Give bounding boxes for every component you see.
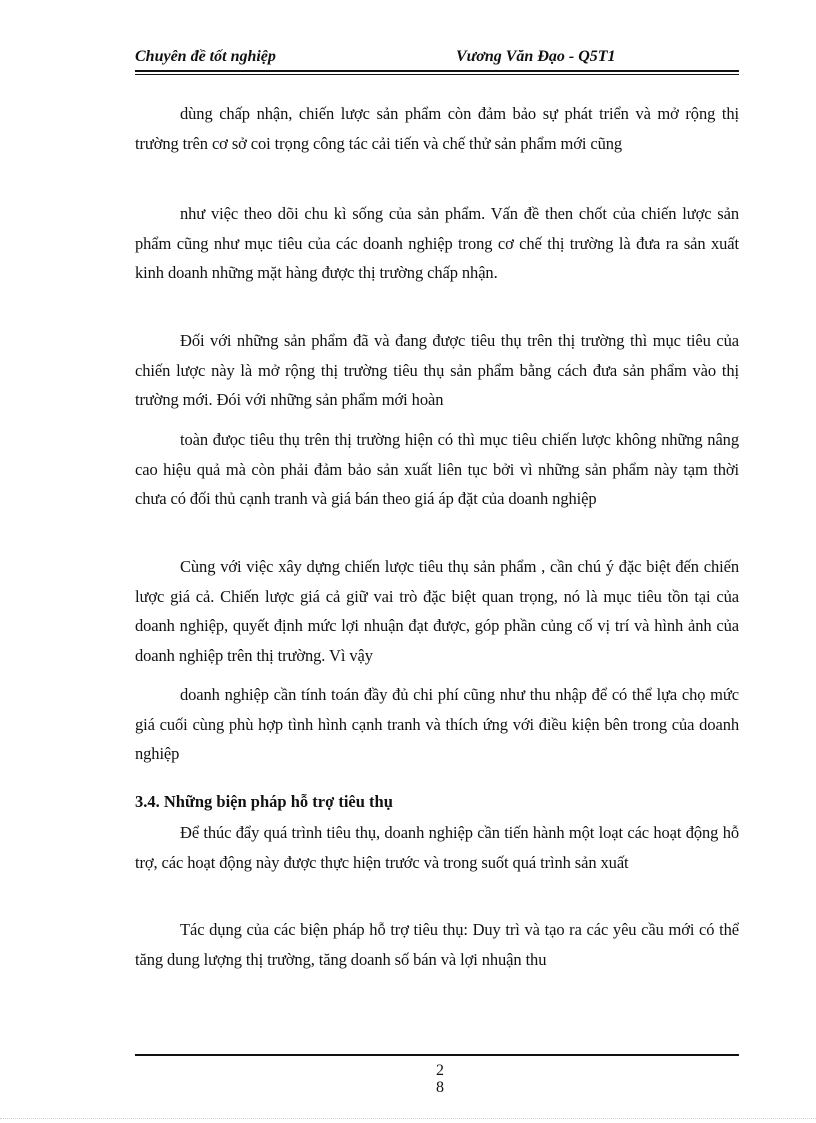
body-paragraph: dùng chấp nhận, chiến lược sản phẩm còn đảm bảo sự phát triển và mở rộng thị trường trên cơ sở coi trọng công tác cải tiến và chế thử sản phẩm mới cũng bbox=[135, 104, 739, 153]
header-rule bbox=[135, 70, 739, 72]
header-rule-secondary bbox=[135, 74, 739, 75]
page-header bbox=[135, 48, 739, 70]
body-paragraph: Đối với những sản phẩm đã và đang được tiêu thụ trên thị trường thì mục tiêu của chiến lược này là mở rộng thị trường tiêu thụ sản phẩm bằng cách đưa sản phẩm vào thị trường mới. Đói với những sản phẩm mới hoàn bbox=[135, 331, 739, 409]
header-author: Vương Văn Đạo - Q5T1 bbox=[456, 48, 616, 65]
body-paragraph: toàn đưọc tiêu thụ trên thị trường hiện có thì mục tiêu chiến lược không những nâng cao hiệu quả mà còn phải đảm bảo sản xuất liên tục bởi vì những sản phẩm này tạm thời chưa có đối thủ cạnh tranh và giá bán theo giá áp đặt của doanh nghiệp bbox=[135, 430, 739, 508]
body-paragraph: Cùng với việc xây dựng chiến lược tiêu thụ sản phẩm , cần chú ý đặc biệt đến chiến lược giá cả. Chiến lược giá cả giữ vai trò đặc biệt quan trọng, nó là mục tiêu tồn tại của doanh nghiệp, quyết định mức lợi nhuận đạt được, góp phần củng cố vị trí và hình ảnh của doanh nghiệp trên thị trường. Vì vậy bbox=[135, 557, 739, 665]
body-paragraph: doanh nghiệp cần tính toán đầy đủ chi phí cũng như thu nhập để có thể lựa chọ mức giá cuối cùng phù hợp tình hình cạnh tranh và thích ứng với điều kiện bên trong của doanh nghiệp bbox=[135, 685, 739, 763]
page-number-digit: 2 bbox=[436, 1062, 444, 1079]
section-heading: 3.4. Những biện pháp hỗ trợ tiêu thụ bbox=[135, 792, 393, 811]
footer-rule bbox=[135, 1054, 739, 1056]
page-number-digit: 8 bbox=[436, 1079, 444, 1096]
page-number bbox=[420, 1062, 460, 1096]
section-paragraph: Để thúc đẩy quá trình tiêu thụ, doanh nghiệp cần tiến hành một loạt các hoạt động hỗ trợ, các hoạt động này được thực hiện trước và trong suốt quá trình sản xuất bbox=[135, 823, 739, 872]
header-document-title: Chuyên đề tốt nghiệp bbox=[135, 48, 276, 65]
page-edge-divider bbox=[0, 1118, 816, 1119]
body-paragraph: như việc theo dõi chu kì sống của sản phẩm. Vấn đề then chốt của chiến lược sản phẩm cũng như mục tiêu của các doanh nghiệp trong cơ chế thị trường là đưa ra sản xuất kinh doanh những mặt hàng được thị trường chấp nhận. bbox=[135, 204, 739, 282]
section-paragraph: Tác dụng của các biện pháp hỗ trợ tiêu thụ: Duy trì và tạo ra các yêu cầu mới có thể tăng dung lượng thị trường, tăng doanh số bán và lợi nhuận thu bbox=[135, 920, 739, 969]
